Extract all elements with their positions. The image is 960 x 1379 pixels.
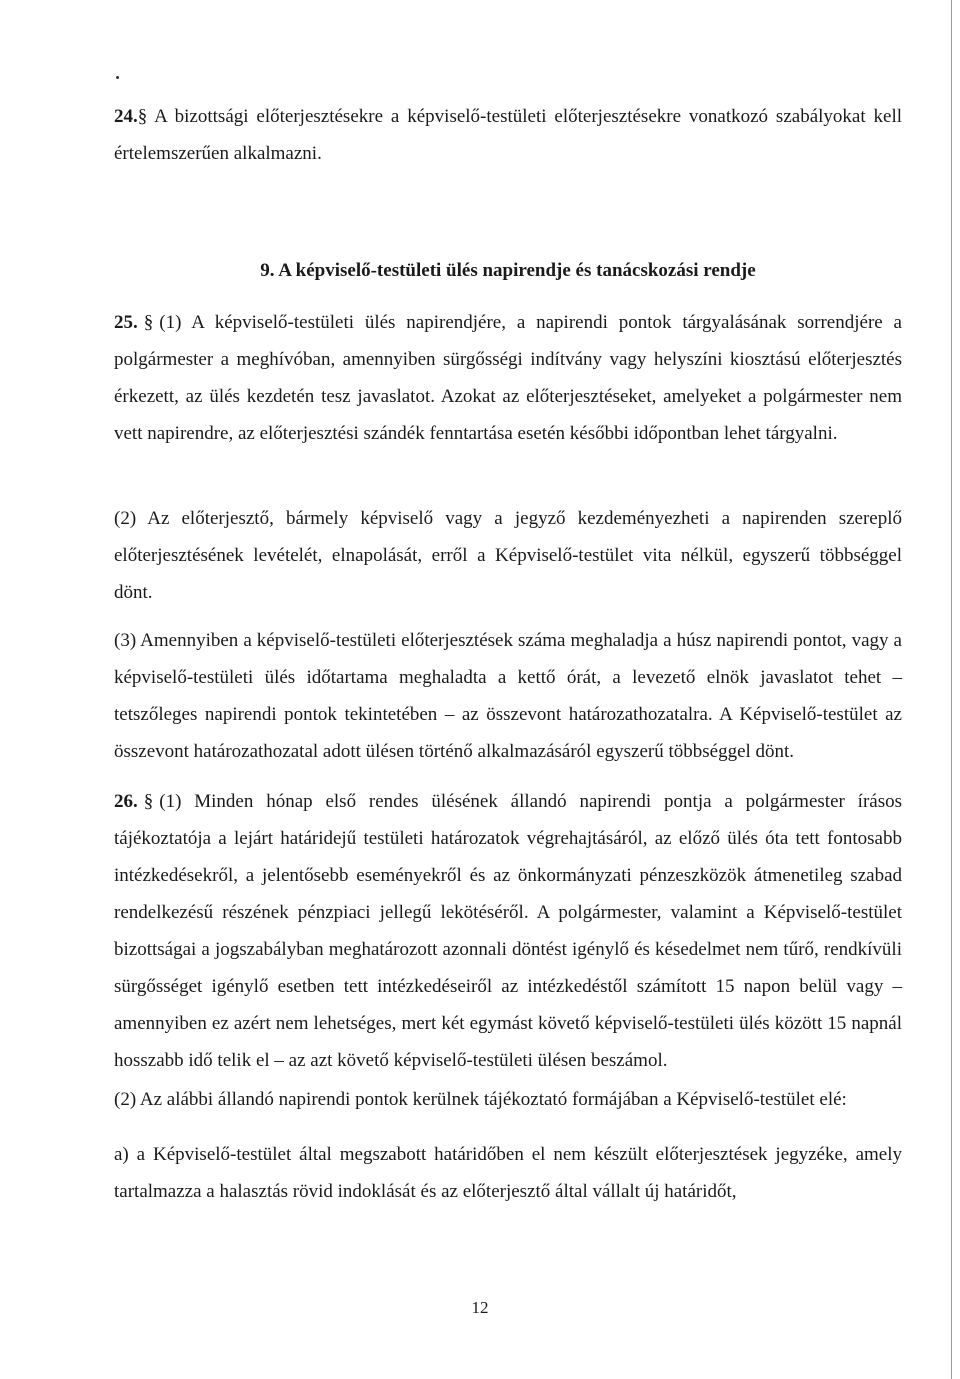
paragraph-number-25: 25. [114,312,138,333]
page-number: 12 [471,1298,489,1317]
section-heading: 9. A képviselő-testületi ülés napirendje és tanácskozási rendje [260,260,756,281]
scan-speck [116,76,119,79]
paragraph-26-item-a: a) a Képviselő-testület által megszabott határidőben el nem készült előterjesztések jegyzéke, amely tartalmazza a halasztás rövid indoklását és az előterjesztő által vállalt új határidőt, [114,1144,902,1202]
scan-edge-line [951,0,952,1379]
paragraph-number-24: 24. [114,106,138,127]
section-symbol: § [137,106,148,127]
paragraph-24 [114,98,902,172]
paragraph-number-26: 26. [114,791,138,812]
paragraph-26-1 [114,783,902,1079]
paragraph-26-sub1-text: (1) Minden hónap első rendes ülésének állandó napirendi pontja a polgármester írásos tájékoztatója a lejárt határidejű testületi határozatok végrehajtásáról, az előző ülés óta tett fontosabb intézkedésekről, a jelentősebb eseményekről és az önkormányzati pénzeszközök átmenetileg szabad rendelkezésű részének pénzpiaci jellegű lekötéséről. A polgármester, valamint a Képviselő-testület bizottságai a jogszabályban meghatározott azonnali döntést igénylő és késedelmet nem tűrő, rendkívüli sürgősséget igénylő esetben tett intézkedéseiről az intézkedéstől számított 15 napon belül vagy – amennyiben ez azért nem lehetséges, mert két egymást követő képviselő-testületi ülés között 15 napnál hosszabb idő telik el – az azt követő képviselő-testületi ülésen beszámol. [114,791,902,1071]
paragraph-25-sub1-text: (1) A képviselő-testületi ülés napirendjére, a napirendi pontok tárgyalásának sorrendjére a polgármester a meghívóban, amennyiben sürgősségi indítvány vagy helyszíni kiosztású előterjesztés érkezett, az ülés kezdetén tesz javaslatot. Azokat az előterjesztéseket, amelyeket a polgármester nem vett napirendre, az előterjesztési szándék fenntartása esetén későbbi időpontban lehet tárgyalni. [114,312,902,444]
section-symbol: § [143,312,154,333]
section-symbol: § [143,791,154,812]
paragraph-24-text: A bizottsági előterjesztésekre a képviselő-testületi előterjesztésekre vonatkozó szabályokat kell értelemszerűen alkalmazni. [114,106,902,164]
paragraph-25-1 [114,304,902,452]
paragraph-26-2: (2) Az alábbi állandó napirendi pontok kerülnek tájékoztató formájában a Képviselő-testület elé: [114,1089,847,1110]
paragraph-25-3: (3) Amennyiben a képviselő-testületi előterjesztések száma meghaladja a húsz napirendi pontot, vagy a képviselő-testületi ülés időtartama meghaladta a kettő órát, a levezető elnök javaslatot tehet – tetszőleges napirendi pontok tekintetében – az összevont határozathozatalra. A Képviselő-testület az összevont határozathozatal adott ülésen történő alkalmazásáról egyszerű többséggel dönt. [114,630,902,762]
paragraph-25-2: (2) Az előterjesztő, bármely képviselő vagy a jegyző kezdeményezheti a napirenden szereplő előterjesztésének levételét, elnapolását, erről a Képviselő-testület vita nélkül, egyszerű többséggel dönt. [114,508,902,603]
